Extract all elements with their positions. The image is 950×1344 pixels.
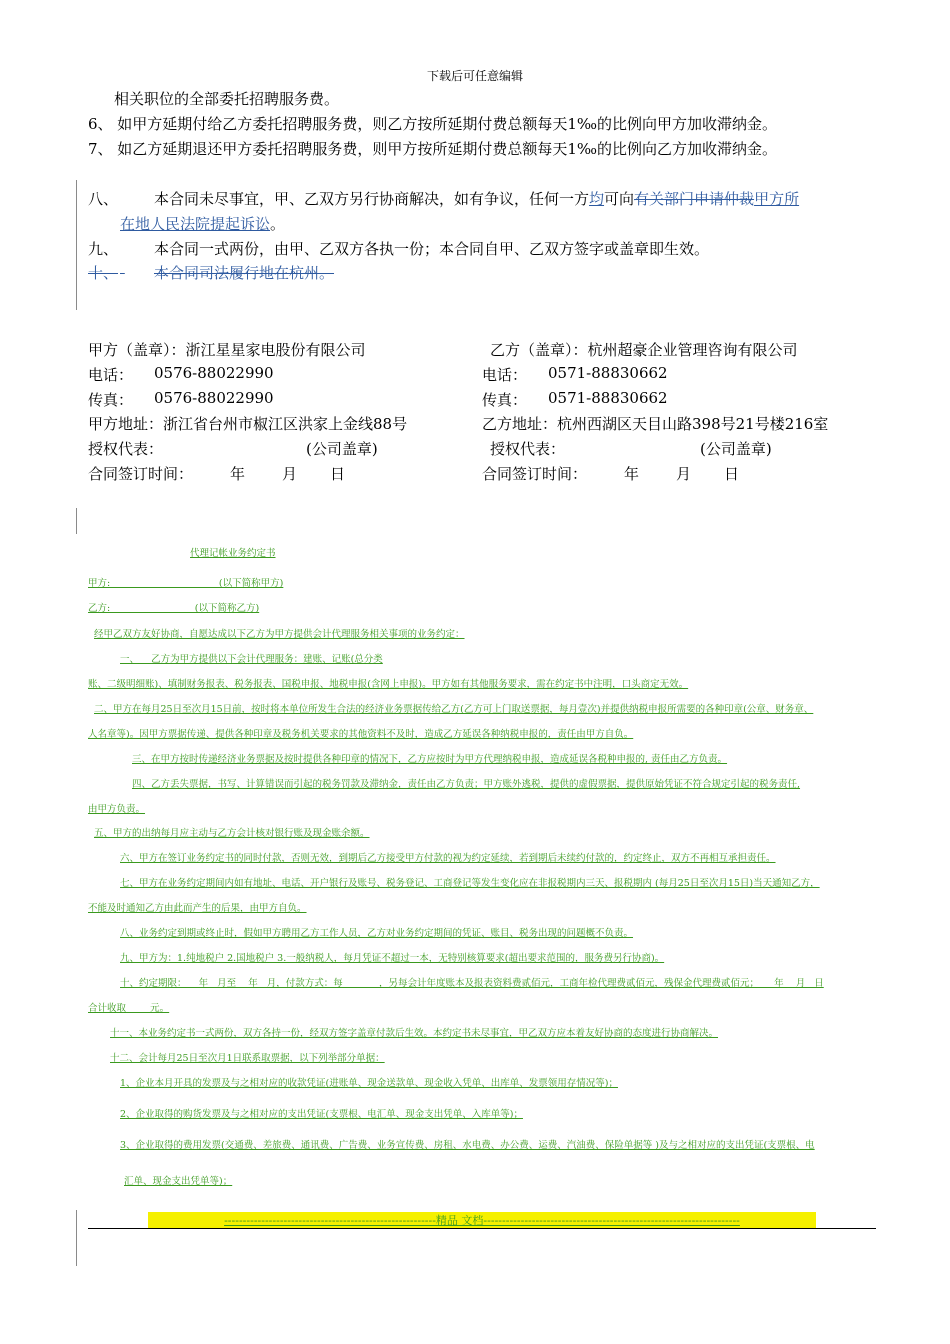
- agreement-clause-2a: 二、甲方在每月25日至次月15日前，按时将本单位所发生合法的经济业务票据传给乙方(乙方可上门取送票据，每月壹次)并提供纳税申报所需要的各种印章(公章、财务章、: [94, 704, 814, 715]
- clause-10-gap: [120, 263, 154, 283]
- agreement-intro: 经甲乙双方友好协商，自愿达成以下乙方为甲方提供会计代理服务相关事项的业务约定：: [94, 629, 465, 640]
- party-b-address: 乙方地址：杭州西湖区天目山路398号21号楼216室: [482, 415, 829, 433]
- agreement-clause-12-3a: 3、企业取得的费用发票(交通费、差旅费、通讯费、广告费、业务宣传费、房租、水电费、办公费、运费、汽油费、保险单据等 )及与之相对应的支出凭证(支票根、电: [120, 1140, 815, 1151]
- agreement-clause-8: 八、业务约定到期或终止时，假如甲方聘用乙方工作人员，乙方对业务约定期间的凭证、账目、税务出现的问题概不负责。: [120, 928, 634, 939]
- party-a-phone-label: 电话：: [88, 366, 134, 384]
- agreement-clause-4a: 四、乙方丢失票据，书写、计算错误而引起的税务罚款及滞纳金，责任由乙方负责；甲方账外逃税，提供的虚假票据，提供原始凭证不符合规定引起的税务责任,: [132, 779, 801, 790]
- party-a-fax: 0576-88022990: [154, 389, 274, 407]
- page-header: 下载后可任意编辑: [426, 69, 523, 83]
- party-b-phone-label: 电话：: [482, 366, 528, 384]
- clause-10-number: 十、: [88, 264, 119, 282]
- agreement-clause-4b: 由甲方负责。: [88, 804, 146, 815]
- agreement-clause-3: 三、在甲方按时传递经济业务票据及按时提供各种印章的情况下，乙方应按时为甲方代理纳税申报，造成延误各税种申报的, 责任由乙方负责。: [132, 754, 728, 765]
- party-a-phone: 0576-88022990: [154, 364, 274, 382]
- party-b-month: 月: [676, 465, 692, 483]
- agreement-title: 代理记帐业务约定书: [190, 548, 276, 559]
- clause-item-7: 7、 如乙方延期退还甲方委托招聘服务费，则甲方按所延期付费总额每天1‰的比例向乙方加收滞纳金。: [88, 140, 777, 158]
- party-b-year: 年: [624, 465, 640, 483]
- agreement-clause-11: 十一、本业务约定书一式两份，双方各持一份，经双方签字盖章付款后生效。本约定书未尽事宜，甲乙双方应本着友好协商的态度进行协商解决。: [110, 1028, 719, 1039]
- clause-8-text-b: 可向: [604, 190, 635, 208]
- footer-rule: [88, 1228, 876, 1229]
- agreement-clause-1a: 一、 乙方为甲方提供以下会计代理服务：建账、记账(总分类: [120, 654, 383, 665]
- clause-8-number: 八、: [88, 190, 119, 208]
- party-b-date-label: 合同签订时间：: [482, 465, 588, 483]
- agreement-clause-10b: 合计收取 元。: [88, 1003, 170, 1014]
- party-a-seal: (公司盖章): [306, 440, 378, 458]
- agreement-clause-9: 九、甲方为：1.纯地税户 2.国地税户 3.一般纳税人，每月凭证不超过一本，无特别核算要求(超出要求范围的，服务费另行协商)。: [120, 953, 665, 964]
- agreement-clause-12: 十二、会计每月25日至次月1日联系取票据，以下列举部分单据：: [110, 1053, 385, 1064]
- party-b-rep-label: 授权代表：: [490, 440, 566, 458]
- agreement-clause-1b: 账、二级明细账)、填制财务报表、税务报表、国税申报、地税申报(含网上申报)。甲方如有其他服务要求，需在约定书中注明，口头商定无效。: [88, 679, 689, 690]
- revision-bar: [76, 508, 77, 534]
- party-a-year: 年: [230, 465, 246, 483]
- party-a-address: 甲方地址：浙江省台州市椒江区洪家上金线88号: [88, 415, 408, 433]
- party-a-rep-label: 授权代表：: [88, 440, 164, 458]
- clause-9-number: 九、: [88, 240, 119, 258]
- clause-8-insert-2b: 在地人民法院提起诉讼: [120, 215, 271, 233]
- clause-8-end: 。: [270, 215, 286, 233]
- party-b-phone: 0571-88830662: [548, 364, 668, 382]
- clause-8-line2: [120, 214, 285, 234]
- clause-9-text: 本合同一式两份，由甲、乙双方各执一份；本合同自甲、乙双方签字或盖章即生效。: [154, 240, 710, 258]
- agreement-clause-10a: 十、约定期限： 年 月至 年 月，付款方式：每 ，另每会计年度账本及报表资料费贰佰元，工商年检代理费贰佰元，残保金代理费贰佰元； 年 月 日: [120, 978, 824, 989]
- clause-8-insert-2a: 甲方所: [754, 190, 800, 208]
- party-a-fax-label: 传真：: [88, 391, 134, 409]
- agreement-party-a: 甲方: (以下简称甲方): [88, 578, 284, 589]
- agreement-clause-5: 五、甲方的出纳每月应主动与乙方会计核对银行账及现金账余额。: [94, 828, 370, 839]
- agreement-clause-12-2: 2、企业取得的购货发票及与之相对应的支出凭证(支票根、电汇单、现金支出凭单、入库单等)；: [120, 1109, 523, 1120]
- party-a-name: 甲方（盖章）：浙江星星家电股份有限公司: [88, 341, 366, 359]
- party-b-seal: (公司盖章): [700, 440, 772, 458]
- party-b-day: 日: [724, 465, 740, 483]
- clause-8-text-a: 本合同未尽事宜，甲、乙双方另行协商解决，如有争议，任何一方: [154, 190, 590, 208]
- clause-8-insert-1: 均: [589, 190, 605, 208]
- party-b-fax-label: 传真：: [482, 391, 528, 409]
- agreement-party-b: 乙方: (以下简称乙方): [88, 603, 260, 614]
- agreement-clause-7a: 七、甲方在业务约定期间内如有地址、电话、开户银行及账号、税务登记、工商登记等发生变化应在非报税期内三天、报税期内 (每月25日至次月15日)当天通知乙方，: [120, 878, 820, 889]
- agreement-clause-12-1: 1、企业本月开具的发票及与之相对应的收款凭证(进账单、现金送款单、现金收入凭单、出库单、发票领用存情况等)；: [120, 1078, 618, 1089]
- agreement-clause-2b: 人名章等)。因甲方票据传递、提供各种印章及税务机关要求的其他资料不及时，造成乙方延误各种纳税申报的，责任由甲方自负。: [88, 729, 634, 740]
- party-a-date-label: 合同签订时间：: [88, 465, 194, 483]
- clause-8-deleted: 有关部门申请仲裁: [634, 190, 755, 208]
- clause-item-6: 6、 如甲方延期付给乙方委托招聘服务费，则乙方按所延期付费总额每天1‰的比例向甲方加收滞纳金。: [88, 115, 777, 133]
- fee-line-end: 相关职位的全部委托招聘服务费。: [114, 90, 340, 108]
- agreement-clause-7b: 不能及时通知乙方由此而产生的后果，由甲方自负。: [88, 903, 307, 914]
- page-footer-banner: ---------------------------------------------------------精品 文档---------------------------------------------------------------------: [148, 1212, 816, 1228]
- agreement-clause-6: 六、甲方在签订业务约定书的同时付款，否则无效，到期后乙方接受甲方付款的视为约定延续，若到期后未续约付款的，约定终止，双方不再相互承担责任。: [120, 853, 776, 864]
- agreement-clause-12-3b: 汇单、现金支出凭单等)；: [124, 1176, 233, 1187]
- party-a-day: 日: [330, 465, 346, 483]
- party-a-month: 月: [282, 465, 298, 483]
- clause-10-text: 本合同司法履行地在杭州。: [154, 264, 335, 282]
- clause-8-line1: [154, 189, 799, 209]
- revision-bar: [76, 180, 77, 310]
- party-b-fax: 0571-88830662: [548, 389, 668, 407]
- party-b-name: 乙方（盖章）：杭州超豪企业管理咨询有限公司: [490, 341, 798, 359]
- revision-bar: [76, 1210, 77, 1266]
